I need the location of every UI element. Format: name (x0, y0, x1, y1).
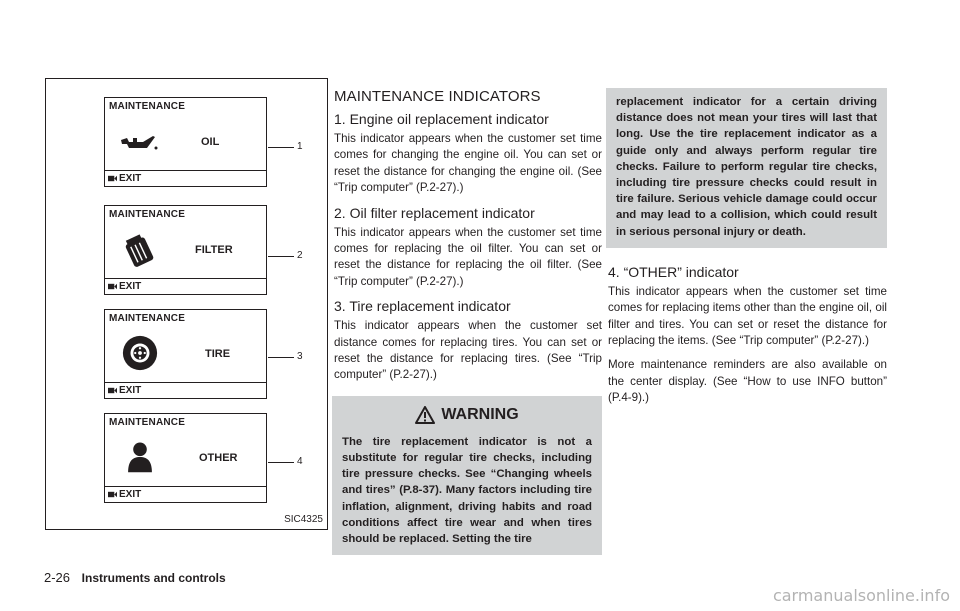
warning-label: WARNING (441, 405, 519, 423)
section-name: Instruments and controls (81, 571, 226, 585)
watermark: carmanualsonline.info (772, 586, 950, 605)
oil-can-icon (119, 124, 159, 160)
return-icon (108, 386, 117, 395)
panel-exit: EXIT (105, 382, 266, 398)
panel-label: FILTER (195, 244, 233, 256)
callout-line (268, 357, 294, 358)
maintenance-panel-oil (104, 97, 267, 187)
section-heading: MAINTENANCE INDICATORS (334, 88, 541, 105)
callout-line (268, 256, 294, 257)
page-footer (44, 570, 226, 585)
panel-exit: EXIT (105, 170, 266, 186)
panel-exit: EXIT (105, 278, 266, 294)
warning-box-continued (606, 88, 887, 248)
return-icon (108, 174, 117, 183)
figure-code: SIC4325 (284, 514, 323, 525)
callout-line (268, 147, 294, 148)
panel-title: MAINTENANCE (109, 209, 186, 220)
paragraph-tire: This indicator appears when the customer set distance comes for replacing tires. You can set or reset the distance for replacing tires. (See “Trip computer” (P.2-27).) (334, 319, 602, 382)
maintenance-figure (45, 78, 328, 530)
subheading-other: 4. “OTHER” indicator (608, 263, 739, 280)
page-number: 2-26 (44, 570, 71, 585)
return-icon (108, 490, 117, 499)
warning-text-continued: replacement indicator for a certain driving distance does not mean your tires will last that long. Use the tire replacement indicator as a guide only and always perform regular tire checks. Failure to perform regular tire checks, including tire pressure checks could result in tire failure. Serious vehicle damage could occur and may lead to a collision, which could result in serious personal injury or death. (616, 96, 877, 238)
warning-header (342, 406, 592, 424)
maintenance-panel-tire (104, 309, 267, 399)
paragraph-other: This indicator appears when the customer set time comes for replacing items other than the engine oil, oil filter and tires. You can set or reset the distance for replacing the items. (See “Trip computer” (P.2-27).) (608, 284, 887, 348)
paragraph-more-reminders: More maintenance reminders are also available on the center display. (See “How to use INFO button” (P.4-9).) (608, 358, 887, 405)
callout-number: 2 (297, 250, 303, 261)
panel-label: OTHER (199, 452, 238, 464)
oil-filter-icon (121, 228, 159, 270)
panel-exit: EXIT (105, 486, 266, 502)
maintenance-panel-other (104, 413, 267, 503)
panel-title: MAINTENANCE (109, 101, 186, 112)
callout-number: 1 (297, 141, 303, 152)
paragraph-oil-filter: This indicator appears when the customer set time comes for replacing the oil filter. You can set or reset the distance for replacing the oil filter. (See “Trip computer” (P.2-27).) (334, 225, 602, 288)
panel-title: MAINTENANCE (109, 417, 186, 428)
text-column-middle (332, 88, 602, 555)
panel-label: TIRE (205, 348, 231, 360)
paragraph-engine-oil: This indicator appears when the customer set time comes for changing the engine oil. You can set or reset the distance for changing the engine oil. (See “Trip computer” (P.2-27).) (334, 132, 602, 195)
subheading-engine-oil: 1. Engine oil replacement indicator (334, 111, 549, 127)
maintenance-panel-filter (104, 205, 267, 295)
callout-line (268, 462, 294, 463)
warning-triangle-icon (415, 406, 435, 424)
callout-number: 4 (297, 456, 303, 467)
subheading-tire: 3. Tire replacement indicator (334, 298, 511, 315)
person-icon (123, 438, 157, 476)
panel-label: OIL (201, 136, 220, 148)
tire-icon (121, 334, 159, 372)
panel-title: MAINTENANCE (109, 313, 186, 324)
subheading-oil-filter: 2. Oil filter replacement indicator (334, 204, 535, 221)
callout-number: 3 (297, 351, 303, 362)
return-icon (108, 282, 117, 291)
text-column-right (606, 88, 887, 415)
warning-text: The tire replacement indicator is not a substitute for regular tire checks, including tire pressure checks. See “Changing wheels and tires” (P.8-37). Many factors including tire inflation, alignment, driving habits and road conditions affect tire wear and when tires should be replaced. Setting the tire (342, 435, 592, 546)
warning-box (332, 396, 602, 555)
